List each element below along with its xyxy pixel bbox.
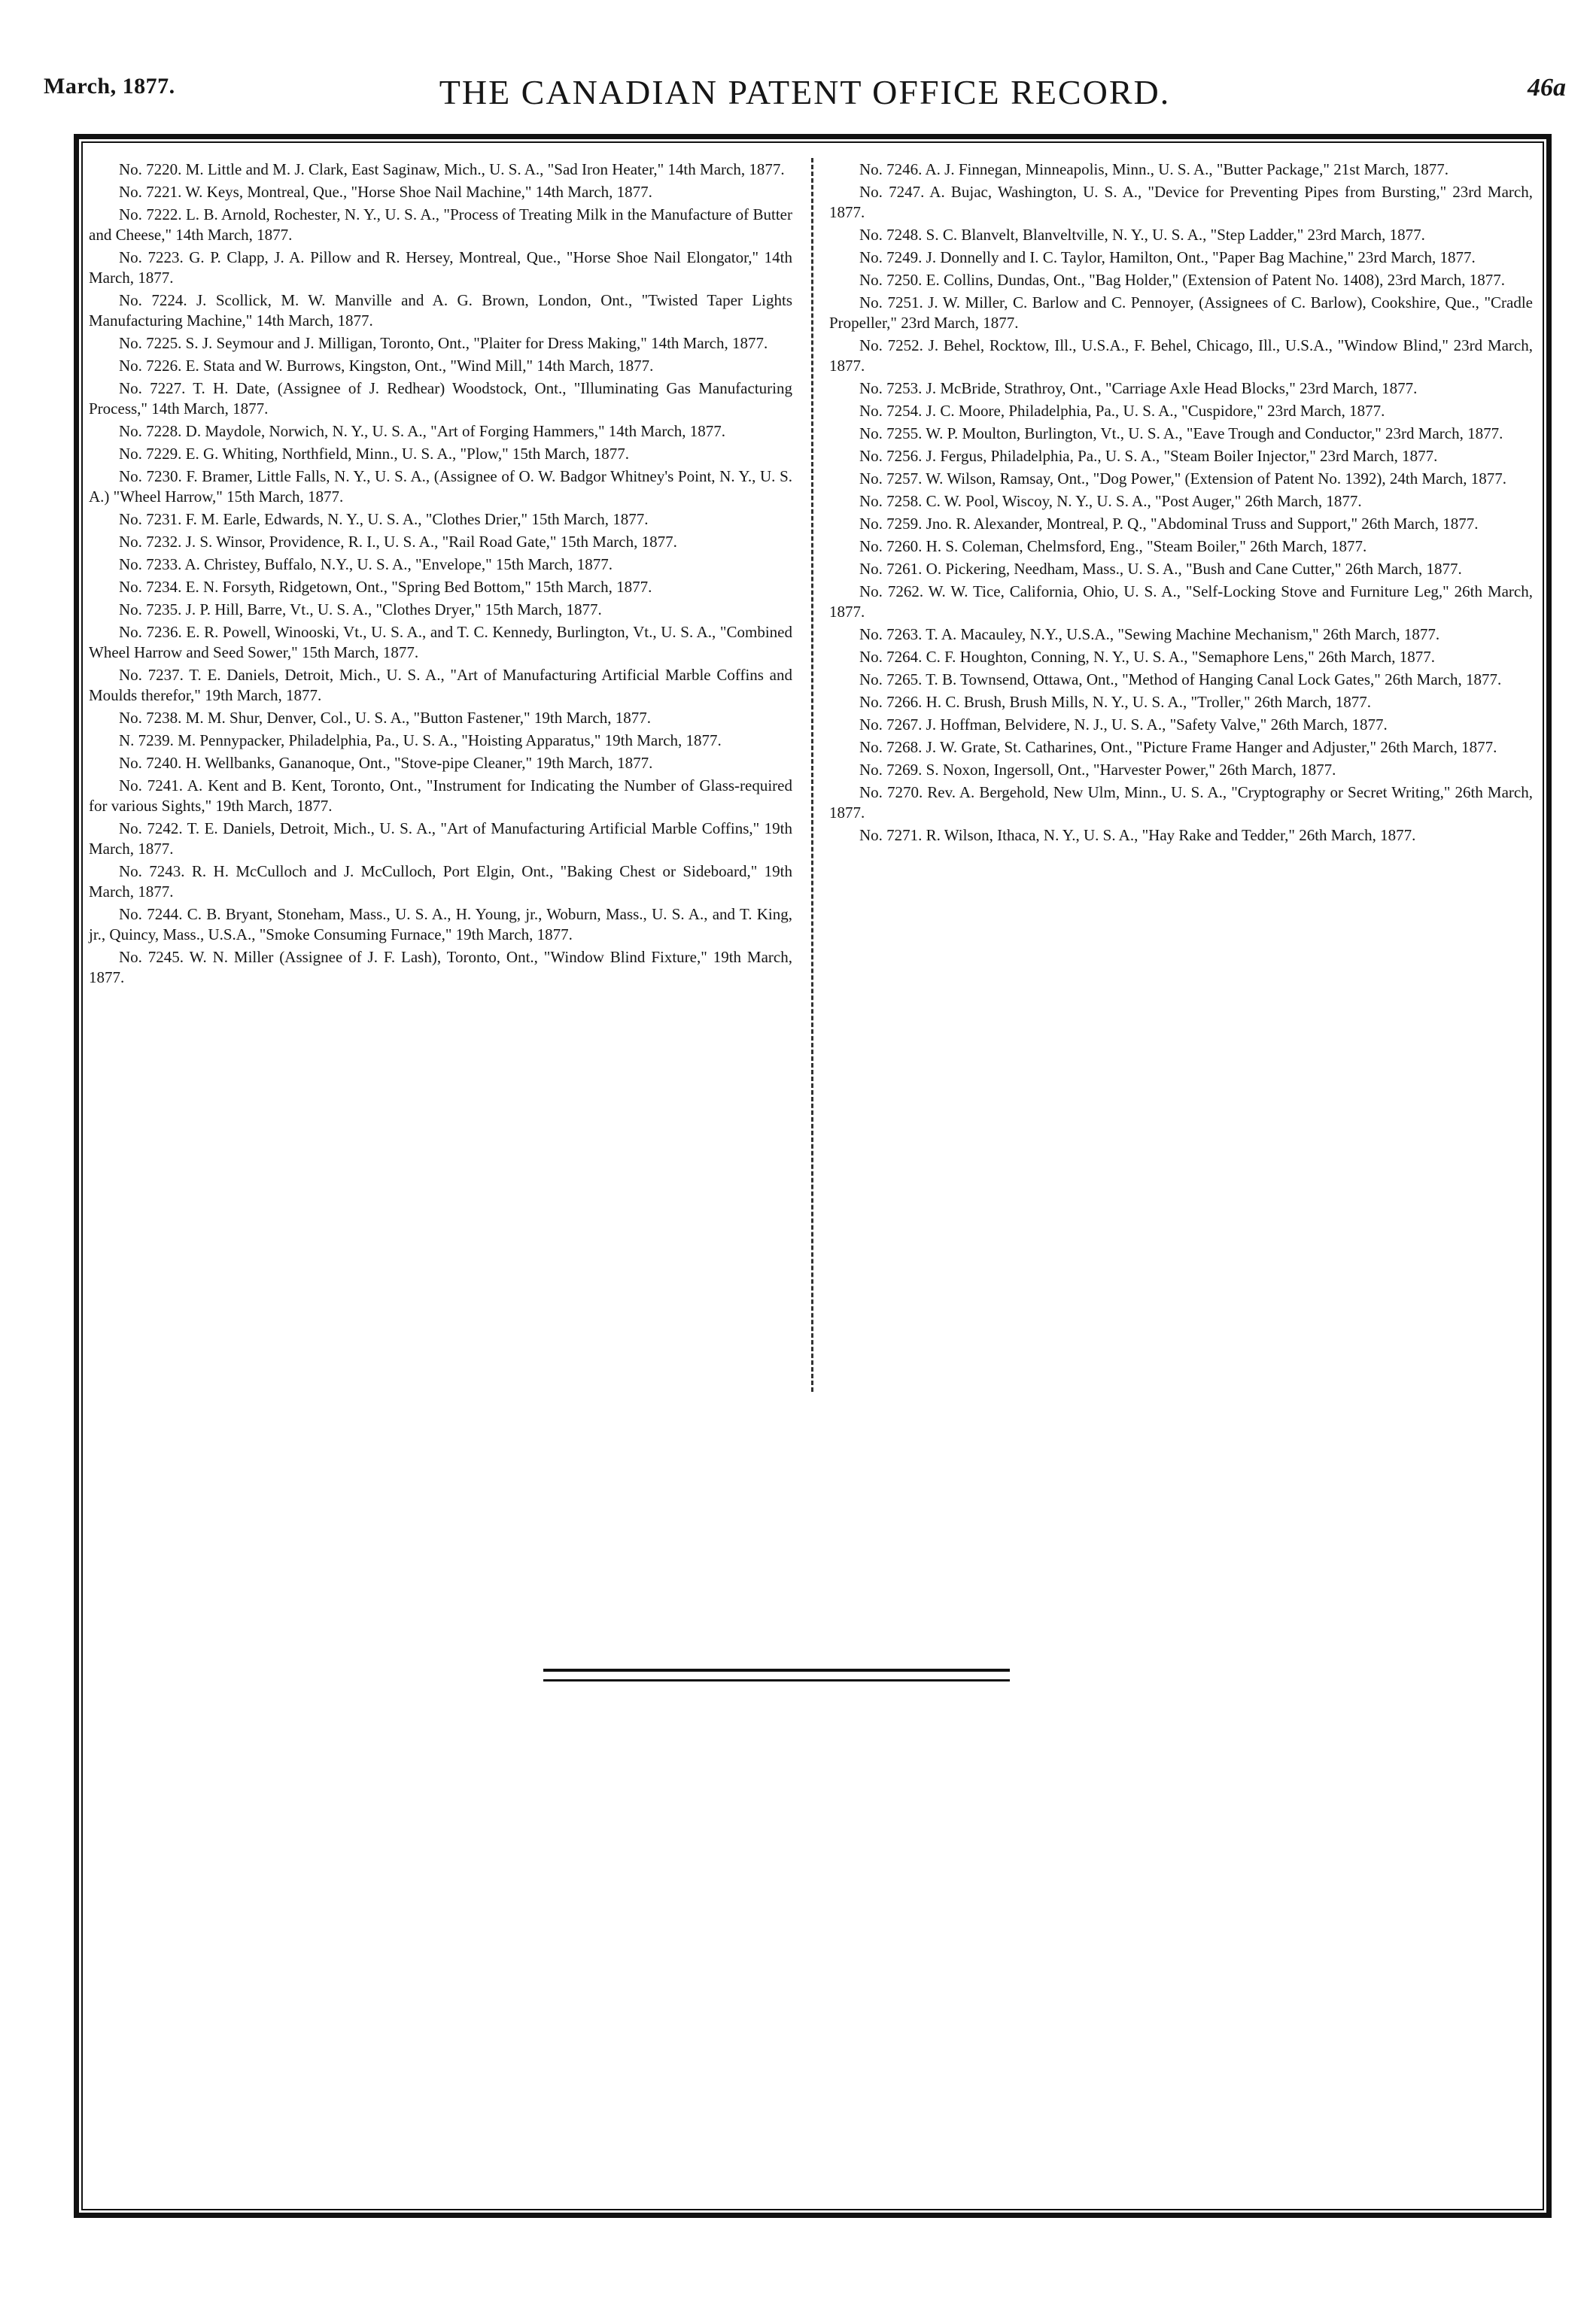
patent-entry: N. 7239. M. Pennypacker, Philadelphia, Pa., U. S. A., "Hoisting Apparatus," 19th March, 1877. (119, 731, 722, 749)
patent-entry: No. 7269. S. Noxon, Ingersoll, Ont., "Harvester Power," 26th March, 1877. (859, 761, 1336, 779)
patent-entry: No. 7227. T. H. Date, (Assignee of J. Redhear) Woodstock, Ont., "Illuminating Gas Manufacturing Process," 14th March, 1877. (89, 379, 792, 418)
patent-entry: No. 7249. J. Donnelly and I. C. Taylor, Hamilton, Ont., "Paper Bag Machine," 23rd March, 1877. (859, 248, 1476, 266)
patent-entry: No. 7261. O. Pickering, Needham, Mass., U. S. A., "Bush and Cane Cutter," 26th March, 1877. (859, 560, 1462, 578)
patent-entry: No. 7240. H. Wellbanks, Gananoque, Ont., "Stove-pipe Cleaner," 19th March, 1877. (119, 754, 653, 772)
patent-entry: No. 7224. J. Scollick, M. W. Manville and A. G. Brown, London, Ont., "Twisted Taper Lights Manufacturing Machine," 14th March, 1877. (89, 291, 792, 330)
patent-entry: No. 7221. W. Keys, Montreal, Que., "Horse Shoe Nail Machine," 14th March, 1877. (119, 183, 652, 201)
patent-entry: No. 7248. S. C. Blanvelt, Blanveltville, N. Y., U. S. A., "Step Ladder," 23rd March, 1877. (859, 226, 1425, 244)
page-number: 46a (1528, 74, 1566, 102)
right-column (829, 159, 1533, 848)
patent-entry: No. 7244. C. B. Bryant, Stoneham, Mass., U. S. A., H. Young, jr., Woburn, Mass., U. S. A., and T. King, jr., Quincy, Mass., U.S.A., "Smoke Consuming Furnace," 19th March, 1877. (89, 905, 792, 943)
patent-entry: No. 7268. J. W. Grate, St. Catharines, Ont., "Picture Frame Hanger and Adjuster," 26th March, 1877. (859, 738, 1497, 756)
patent-entry: No. 7270. Rev. A. Bergehold, New Ulm, Minn., U. S. A., "Cryptography or Secret Writing," 26th March, 1877. (829, 783, 1533, 822)
patent-entry: No. 7229. E. G. Whiting, Northfield, Minn., U. S. A., "Plow," 15th March, 1877. (119, 445, 630, 463)
patent-entry: No. 7253. J. McBride, Strathroy, Ont., "Carriage Axle Head Blocks," 23rd March, 1877. (859, 379, 1418, 397)
column-divider (811, 158, 813, 1392)
patent-entry: No. 7266. H. C. Brush, Brush Mills, N. Y., U. S. A., "Troller," 26th March, 1877. (859, 693, 1371, 711)
patent-entry: No. 7260. H. S. Coleman, Chelmsford, Eng., "Steam Boiler," 26th March, 1877. (859, 537, 1367, 555)
patent-entry: No. 7257. W. Wilson, Ramsay, Ont., "Dog Power," (Extension of Patent No. 1392), 24th March, 1877. (859, 469, 1507, 488)
patent-entry: No. 7247. A. Bujac, Washington, U. S. A., "Device for Preventing Pipes from Bursting," 23rd March, 1877. (829, 183, 1533, 221)
patent-entry: No. 7264. C. F. Houghton, Conning, N. Y., U. S. A., "Semaphore Lens," 26th March, 1877. (859, 648, 1436, 666)
patent-entry: No. 7255. W. P. Moulton, Burlington, Vt., U. S. A., "Eave Trough and Conductor," 23rd March, 1877. (859, 424, 1503, 442)
patent-entry: No. 7223. G. P. Clapp, J. A. Pillow and R. Hersey, Montreal, Que., "Horse Shoe Nail Elongator," 14th March, 1877. (89, 248, 792, 287)
patent-entry: No. 7246. A. J. Finnegan, Minneapolis, Minn., U. S. A., "Butter Package," 21st March, 1877. (859, 160, 1449, 178)
patent-entry: No. 7267. J. Hoffman, Belvidere, N. J., U. S. A., "Safety Valve," 26th March, 1877. (859, 715, 1388, 734)
patent-entry: No. 7262. W. W. Tice, California, Ohio, U. S. A., "Self-Locking Stove and Furniture Leg," 26th March, 1877. (829, 582, 1533, 621)
patent-entry: No. 7225. S. J. Seymour and J. Milligan, Toronto, Ont., "Plaiter for Dress Making," 14th March, 1877. (119, 334, 768, 352)
patent-entry: No. 7271. R. Wilson, Ithaca, N. Y., U. S. A., "Hay Rake and Tedder," 26th March, 1877. (859, 826, 1416, 844)
page-header (44, 72, 1566, 117)
patent-entry: No. 7265. T. B. Townsend, Ottawa, Ont., "Method of Hanging Canal Lock Gates," 26th March, 1877. (859, 670, 1502, 688)
patent-entry: No. 7250. E. Collins, Dundas, Ont., "Bag Holder," (Extension of Patent No. 1408), 23rd March, 1877. (859, 271, 1505, 289)
patent-entry: No. 7254. J. C. Moore, Philadelphia, Pa., U. S. A., "Cuspidore," 23rd March, 1877. (859, 402, 1385, 420)
closing-rule-bottom (543, 1679, 1010, 1681)
patent-entry: No. 7233. A. Christey, Buffalo, N.Y., U. S. A., "Envelope," 15th March, 1877. (119, 555, 613, 573)
header-date: March, 1877. (44, 74, 175, 99)
patent-entry: No. 7245. W. N. Miller (Assignee of J. F. Lash), Toronto, Ont., "Window Blind Fixture," 19th March, 1877. (89, 948, 792, 986)
patent-entry: No. 7241. A. Kent and B. Kent, Toronto, Ont., "Instrument for Indicating the Number of Glass-required for various Sights," 19th March, 1877. (89, 776, 792, 815)
patent-entry: No. 7234. E. N. Forsyth, Ridgetown, Ont., "Spring Bed Bottom," 15th March, 1877. (119, 578, 652, 596)
page-title: THE CANADIAN PATENT OFFICE RECORD. (439, 73, 1171, 111)
patent-entry: No. 7230. F. Bramer, Little Falls, N. Y., U. S. A., (Assignee of O. W. Badgor Whitney's Point, N. Y., U. S. A.) "Wheel Harrow," 15th March, 1877. (89, 467, 792, 506)
patent-entry: No. 7252. J. Behel, Rocktow, Ill., U.S.A., F. Behel, Chicago, Ill., U.S.A., "Window Blind," 23rd March, 1877. (829, 336, 1533, 375)
patent-entry: No. 7256. J. Fergus, Philadelphia, Pa., U. S. A., "Steam Boiler Injector," 23rd March, 1877. (859, 447, 1438, 465)
patent-entry: No. 7238. M. M. Shur, Denver, Col., U. S. A., "Button Fastener," 19th March, 1877. (119, 709, 652, 727)
patent-entry: No. 7237. T. E. Daniels, Detroit, Mich., U. S. A., "Art of Manufacturing Artificial Marble Coffins and Moulds therefor," 19th March, 1877. (89, 666, 792, 704)
patent-entry: No. 7222. L. B. Arnold, Rochester, N. Y., U. S. A., "Process of Treating Milk in the Manufacture of Butter and Cheese," 14th March, 1877. (89, 205, 792, 244)
patent-entry: No. 7243. R. H. McCulloch and J. McCulloch, Port Elgin, Ont., "Baking Chest or Sideboard," 19th March, 1877. (89, 862, 792, 901)
patent-entry: No. 7231. F. M. Earle, Edwards, N. Y., U. S. A., "Clothes Drier," 15th March, 1877. (119, 510, 649, 528)
patent-entry: No. 7228. D. Maydole, Norwich, N. Y., U. S. A., "Art of Forging Hammers," 14th March, 1877. (119, 422, 725, 440)
patent-entry: No. 7263. T. A. Macauley, N.Y., U.S.A., "Sewing Machine Mechanism," 26th March, 1877. (859, 625, 1440, 643)
patent-entry: No. 7236. E. R. Powell, Winooski, Vt., U. S. A., and T. C. Kennedy, Burlington, Vt., U. S. A., "Combined Wheel Harrow and Seed Sower," 15th March, 1877. (89, 623, 792, 661)
closing-rule-top (543, 1669, 1010, 1672)
patent-entry: No. 7258. C. W. Pool, Wiscoy, N. Y., U. S. A., "Post Auger," 26th March, 1877. (859, 492, 1362, 510)
patent-entry: No. 7220. M. Little and M. J. Clark, East Saginaw, Mich., U. S. A., "Sad Iron Heater," 14th March, 1877. (119, 160, 785, 178)
patent-entry: No. 7251. J. W. Miller, C. Barlow and C. Pennoyer, (Assignees of C. Barlow), Cookshire, Que., "Cradle Propeller," 23rd March, 1877. (829, 293, 1533, 332)
patent-entry: No. 7235. J. P. Hill, Barre, Vt., U. S. A., "Clothes Dryer," 15th March, 1877. (119, 600, 602, 618)
patent-entry: No. 7226. E. Stata and W. Burrows, Kingston, Ont., "Wind Mill," 14th March, 1877. (119, 357, 654, 375)
left-column (89, 159, 792, 990)
patent-entry: No. 7232. J. S. Winsor, Providence, R. I., U. S. A., "Rail Road Gate," 15th March, 1877. (119, 533, 677, 551)
patent-entry: No. 7242. T. E. Daniels, Detroit, Mich., U. S. A., "Art of Manufacturing Artificial Marble Coffins," 19th March, 1877. (89, 819, 792, 858)
patent-entry: No. 7259. Jno. R. Alexander, Montreal, P. Q., "Abdominal Truss and Support," 26th March, 1877. (859, 515, 1479, 533)
